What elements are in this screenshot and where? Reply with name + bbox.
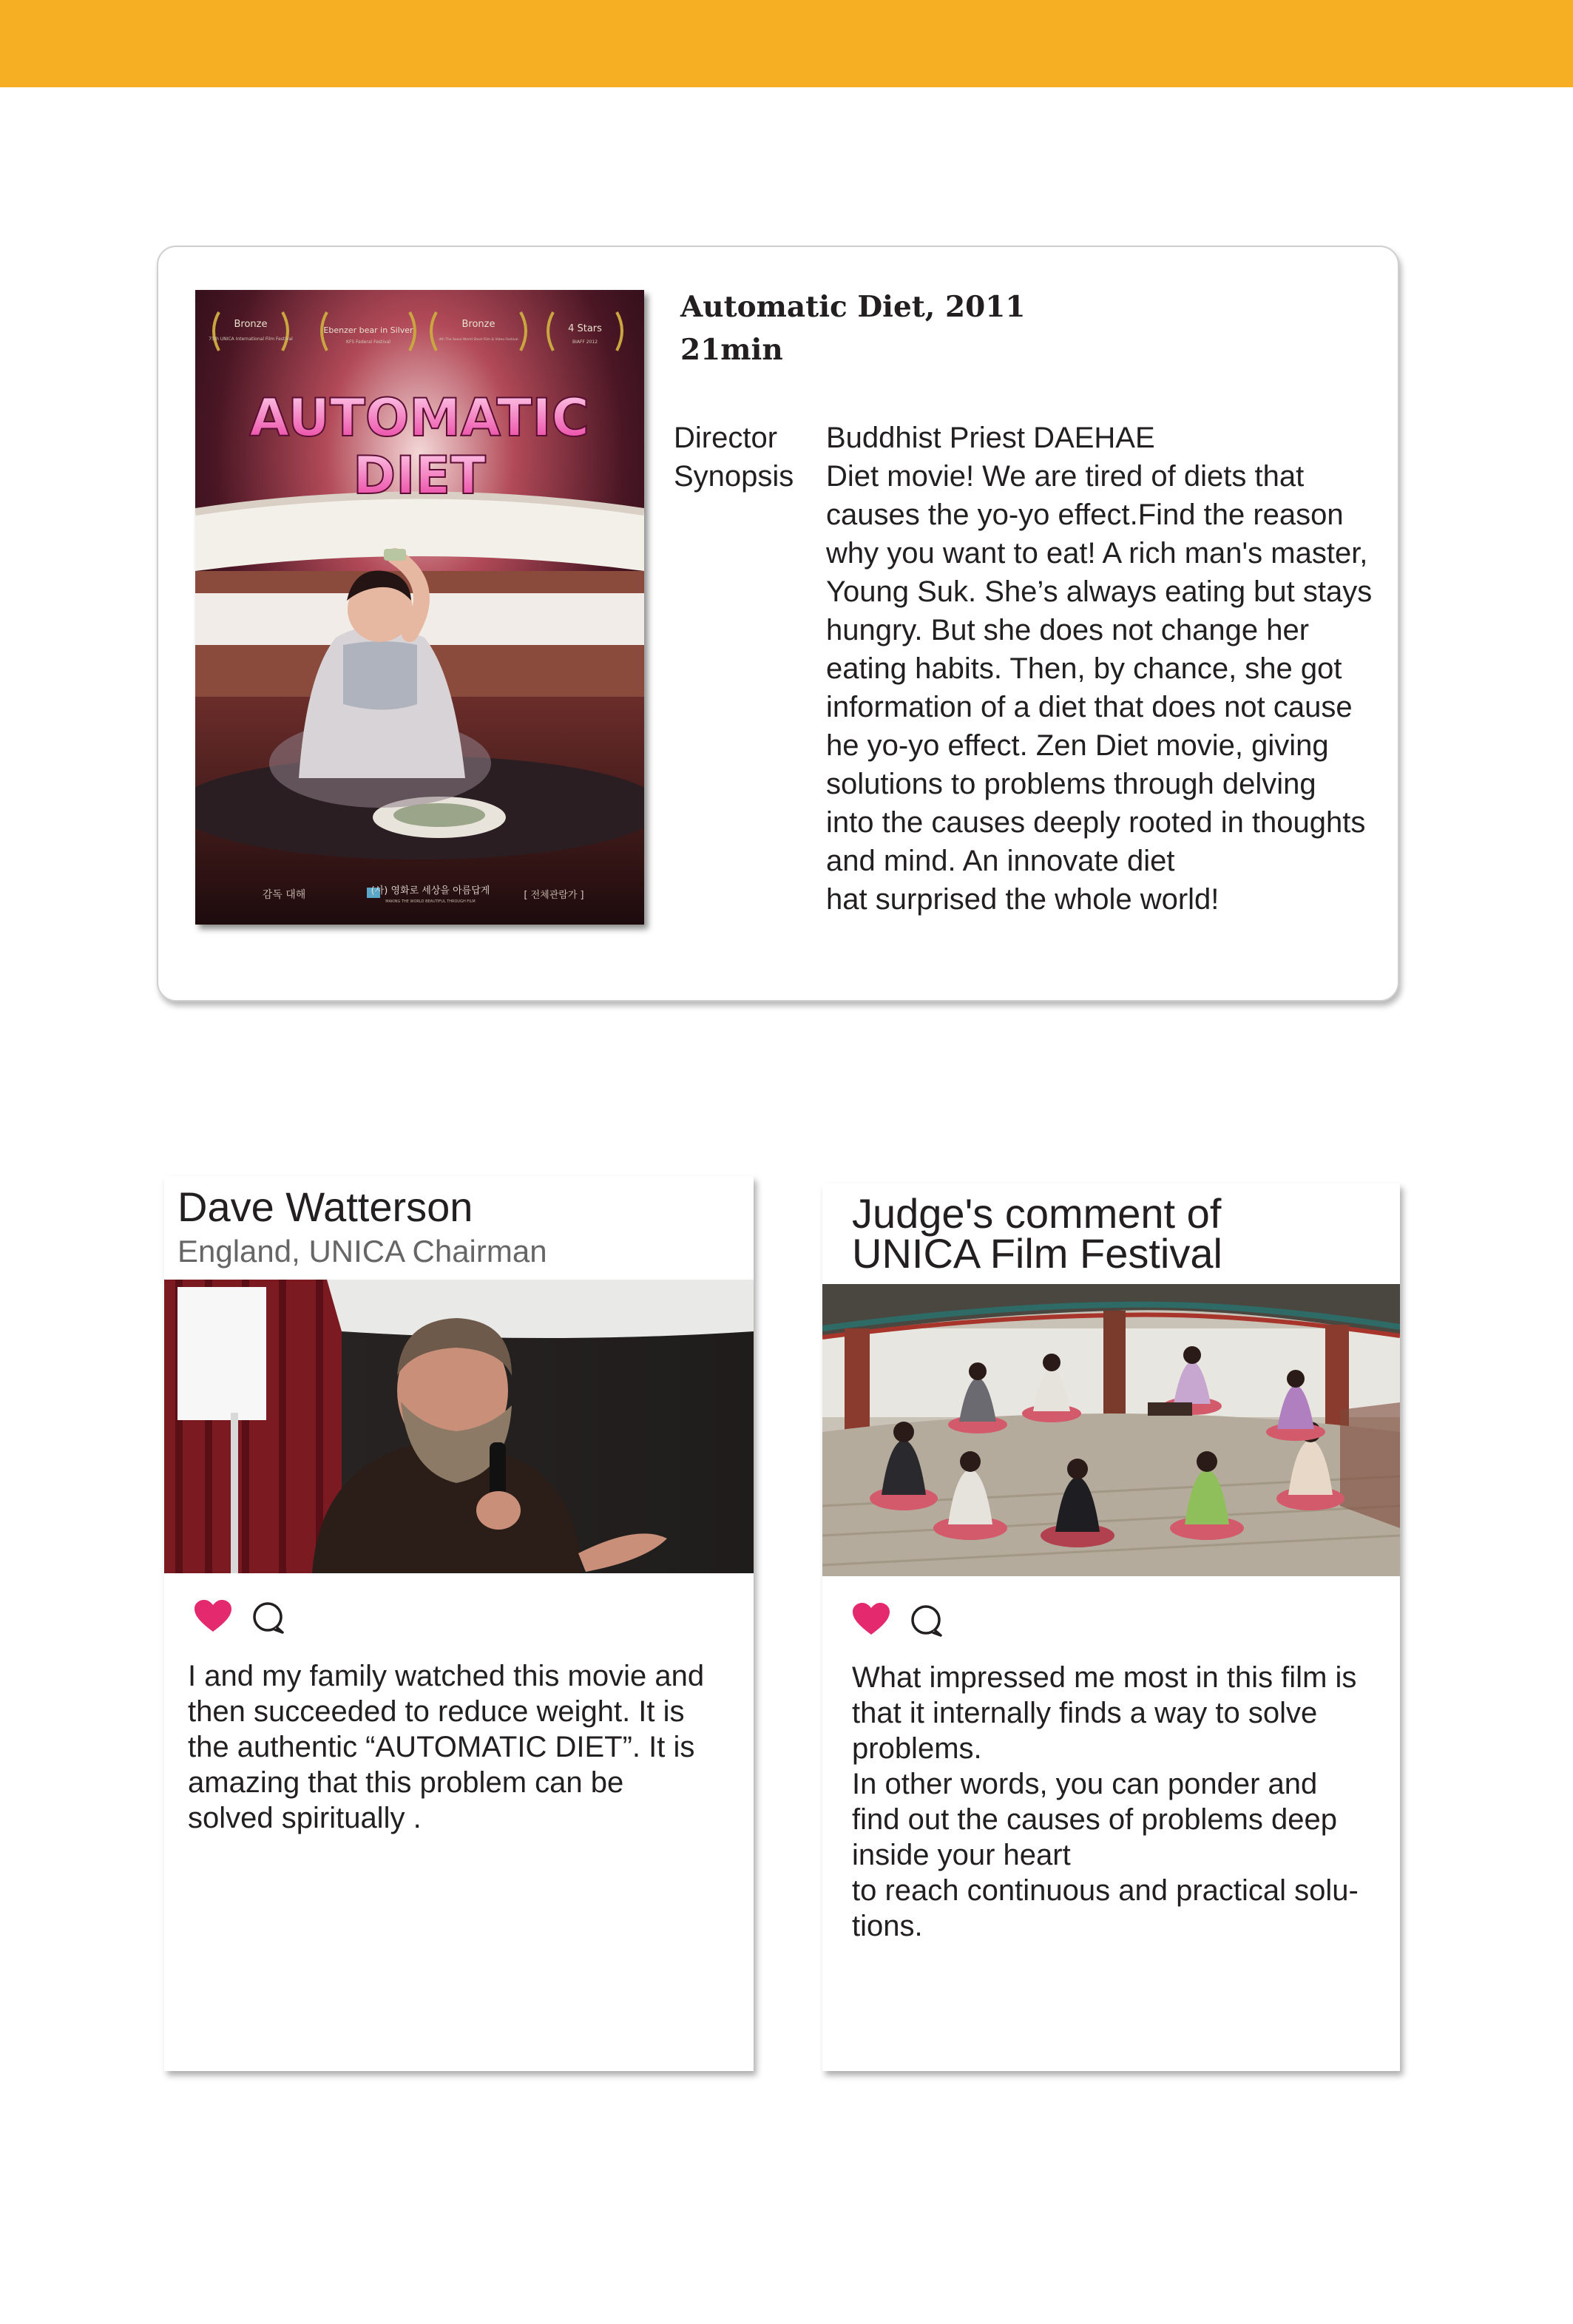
comment-line: then succeeded to reduce weight. It is	[188, 1695, 685, 1728]
heart-icon[interactable]	[852, 1602, 890, 1636]
judge-title-line2: UNICA Film Festival	[852, 1230, 1222, 1277]
comment-line: find out the causes of problems deep	[852, 1803, 1337, 1836]
comment-line: solved spiritually .	[188, 1802, 422, 1834]
comment-line: inside your heart	[852, 1839, 1071, 1871]
reviewer-role: England, UNICA Chairman	[177, 1234, 547, 1269]
synopsis-line: Young Suk. She’s always eating but stays	[826, 575, 1373, 608]
film-title-line1: Automatic Diet, 2011	[680, 290, 1026, 324]
comment-line: amazing that this problem can be	[188, 1766, 624, 1799]
poster-credit-rating: [ 전체관람가 ]	[524, 890, 584, 901]
speech-bubble-icon[interactable]	[251, 1601, 285, 1635]
comment-line: the authentic “AUTOMATIC DIET”. It is	[188, 1731, 695, 1763]
heart-icon[interactable]	[194, 1599, 232, 1633]
pavilion-meditation-photo	[822, 1284, 1400, 1576]
comment-line: I and my family watched this movie and	[188, 1660, 705, 1692]
comment-line: to reach continuous and practical solu-	[852, 1874, 1359, 1907]
reviewer-comment	[188, 1658, 704, 1836]
synopsis-text	[826, 457, 1372, 919]
laurel-2-top: Ebenzer bear in Silver	[323, 325, 413, 335]
laurel-3-top: Bronze	[461, 319, 495, 330]
laurel-4-bottom: BIAFF 2012	[572, 340, 598, 345]
judge-card-title	[852, 1190, 1222, 1277]
synopsis-line: he yo-yo effect. Zen Diet movie, giving	[826, 729, 1329, 762]
comment-line: In other words, you can ponder and	[852, 1768, 1318, 1800]
comment-line: problems.	[852, 1732, 982, 1765]
poster-credit-org-sub: MAKING THE WORLD BEAUTIFUL THROUGH FILM	[385, 899, 476, 904]
director-value: Buddhist Priest DAEHAE	[826, 422, 1155, 454]
synopsis-line: solutions to problems through delving	[826, 768, 1316, 800]
comment-line: tions.	[852, 1910, 923, 1942]
top-accent-band	[0, 0, 1573, 87]
reviewer-name: Dave Watterson	[177, 1183, 473, 1230]
synopsis-line: eating habits. Then, by chance, she got	[826, 652, 1342, 685]
comment-line: What impressed me most in this film is	[852, 1661, 1357, 1694]
speech-bubble-icon[interactable]	[910, 1604, 944, 1638]
comment-line: that it internally finds a way to solve	[852, 1697, 1318, 1729]
poster-title-line1: AUTOMATIC	[249, 388, 589, 448]
laurel-4-top: 4 Stars	[568, 323, 602, 334]
poster-credit-org: (사) 영화로 세상을 아름답게	[371, 885, 490, 896]
synopsis-line: Diet movie! We are tired of diets that	[826, 460, 1305, 493]
synopsis-line: hat surprised the whole world!	[826, 883, 1220, 916]
laurel-1-bottom: 75th UNICA International Film Festival	[209, 337, 293, 342]
film-runtime: 21min	[680, 333, 783, 367]
film-title	[680, 286, 1026, 371]
synopsis-line: hungry. But she does not change her	[826, 614, 1310, 646]
poster-credit-director: 감독 대해	[262, 889, 306, 901]
judge-comment-card	[822, 1183, 1400, 2071]
movie-poster	[195, 290, 644, 925]
dave-watterson-card	[164, 1176, 754, 2071]
synopsis-line: and mind. An innovate diet	[826, 845, 1175, 877]
laurel-2-bottom: KFS Federal Festival	[346, 340, 390, 345]
laurel-1-top: Bronze	[234, 319, 268, 330]
film-info-card	[157, 246, 1399, 1001]
laurel-3-bottom: 4th The Seoul World Short Film & Video Festival	[439, 338, 518, 342]
synopsis-line: into the causes deeply rooted in thoughts	[826, 806, 1366, 839]
director-label: Director	[674, 422, 778, 454]
poster-title-line2: DIET	[353, 445, 486, 506]
synopsis-line: why you want to eat! A rich man's master,	[826, 537, 1368, 570]
judge-comment	[852, 1660, 1359, 1944]
judge-title-line1: Judge's comment of	[852, 1190, 1222, 1237]
synopsis-line: causes the yo-yo effect.Find the reason	[826, 499, 1344, 531]
synopsis-label: Synopsis	[674, 460, 794, 493]
reviewer-photo	[164, 1280, 754, 1573]
synopsis-line: information of a diet that does not cause	[826, 691, 1353, 723]
